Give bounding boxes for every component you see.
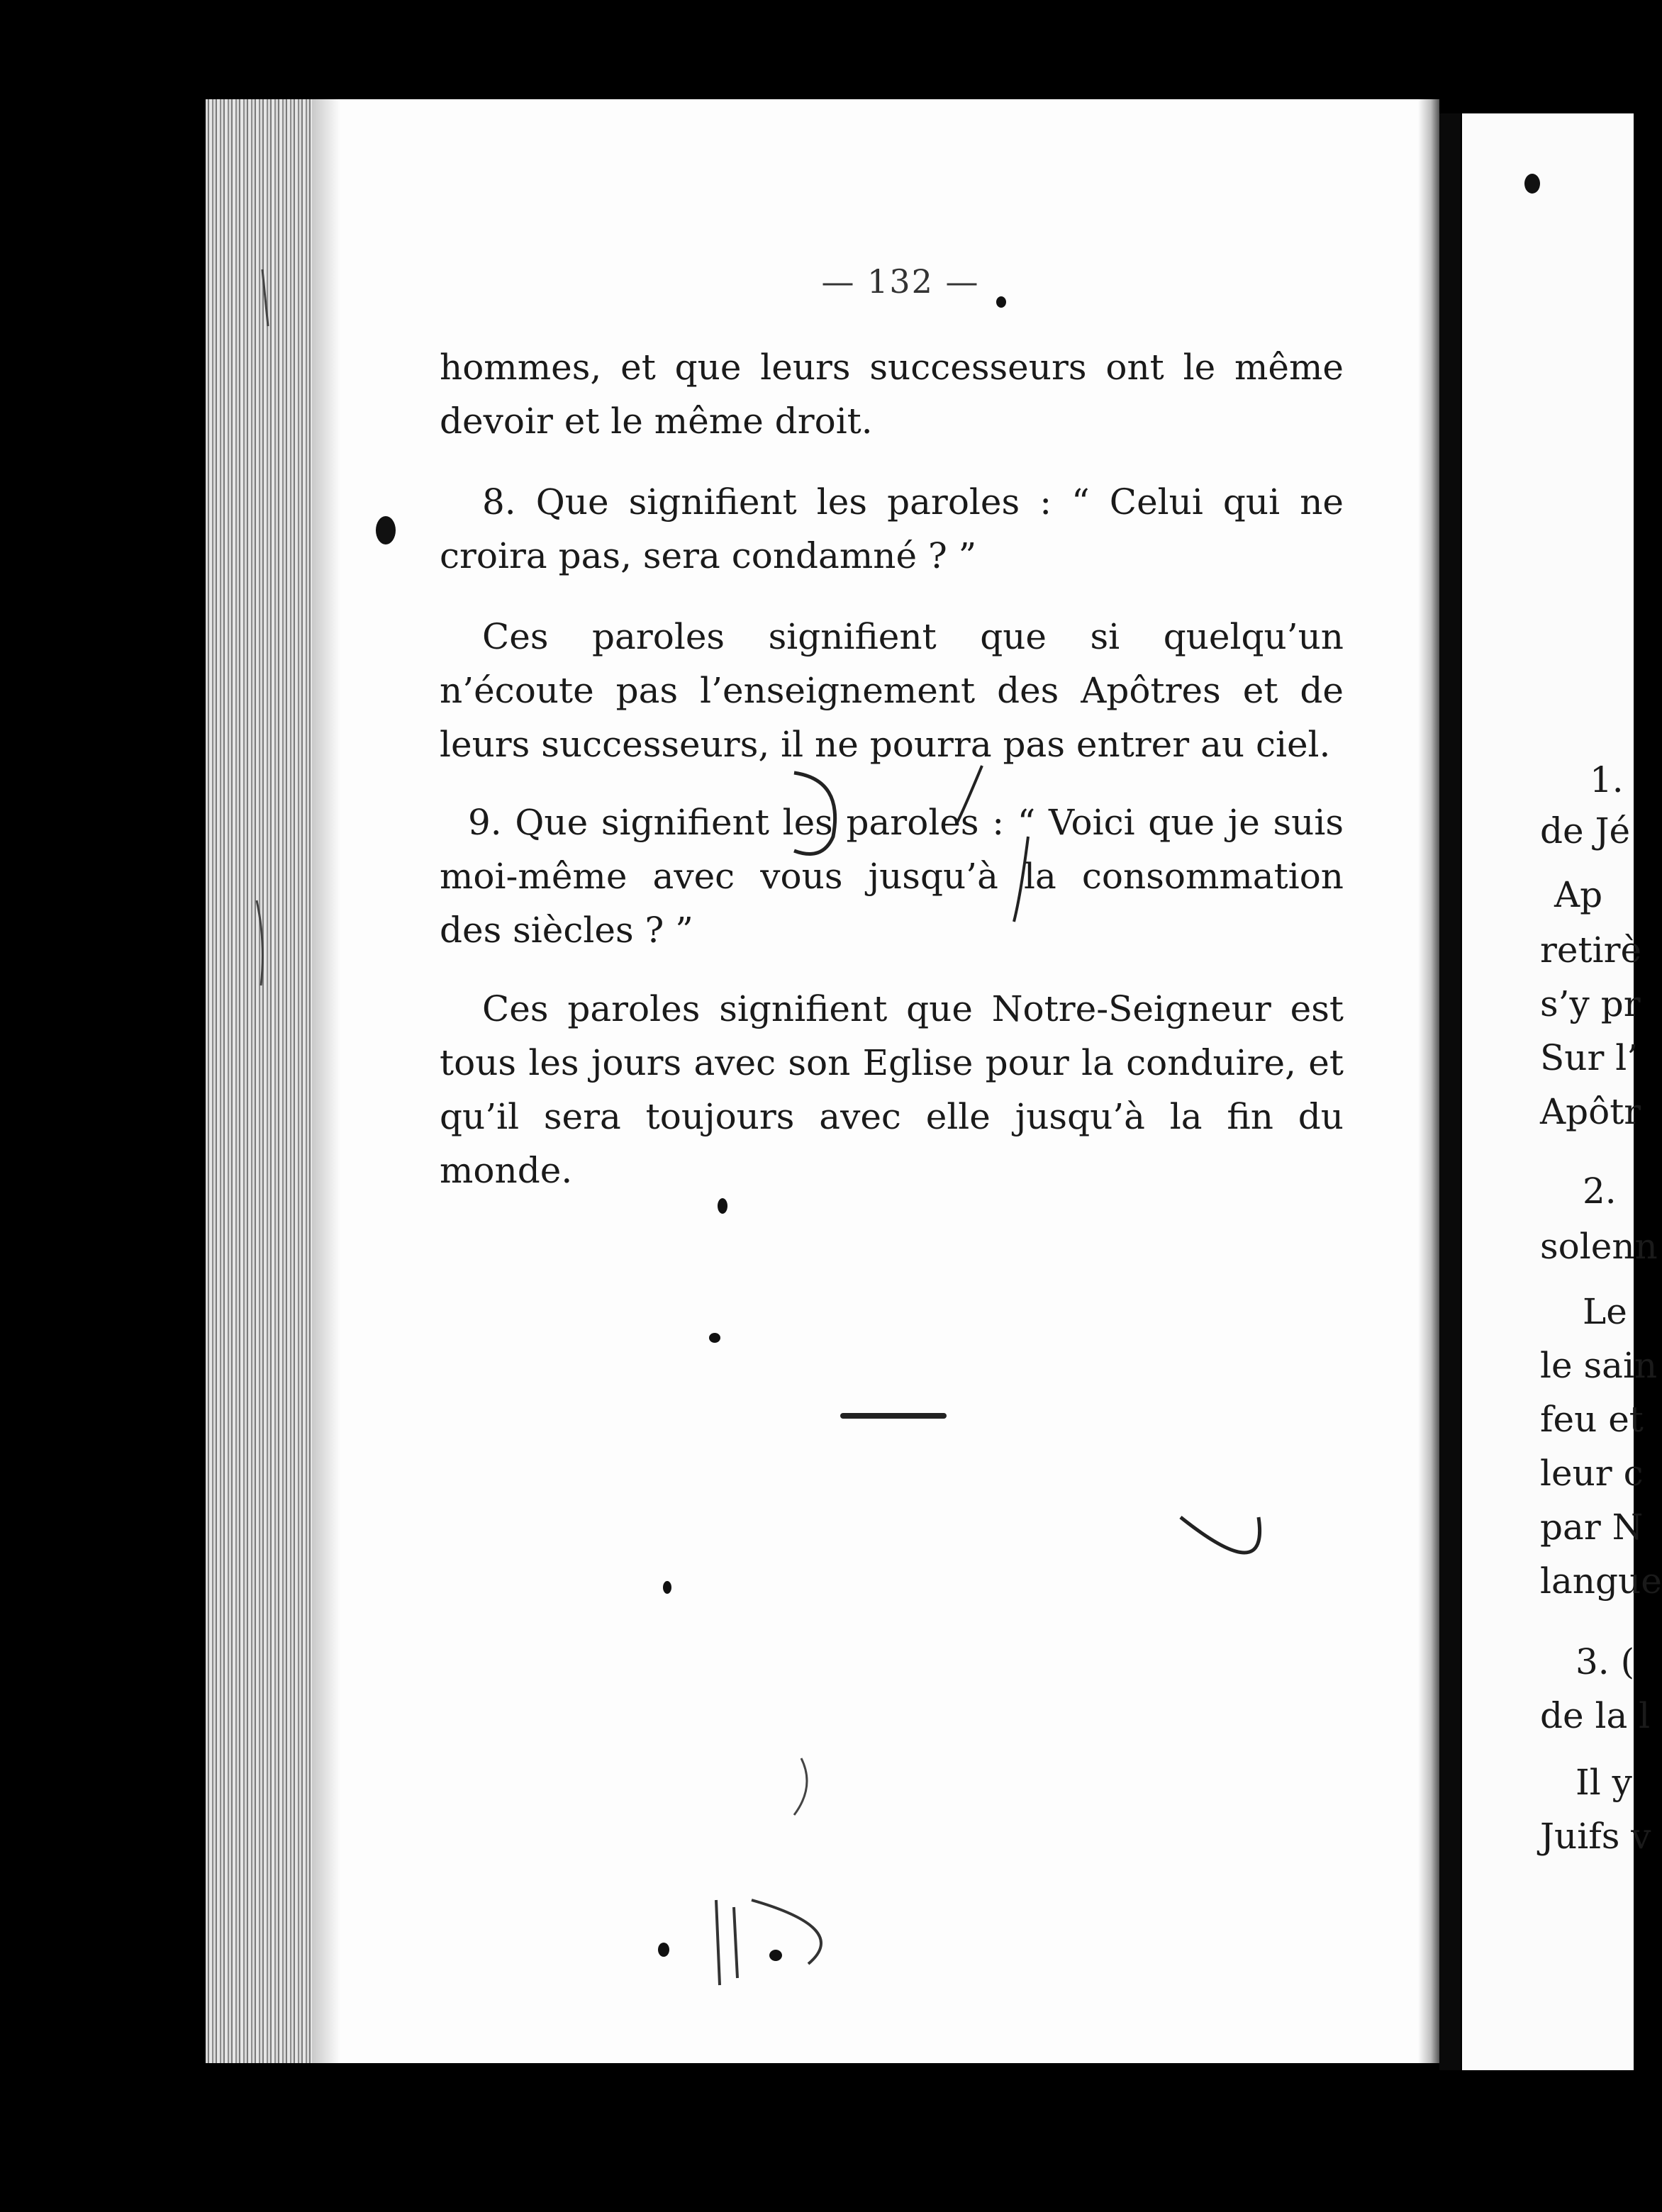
right-line: Sur l’ xyxy=(1540,1037,1639,1078)
right-line: langue xyxy=(1540,1560,1662,1602)
right-line: le sain xyxy=(1540,1345,1658,1386)
ink-speck xyxy=(996,296,1006,308)
ink-speck xyxy=(709,1333,720,1343)
right-line: Ap xyxy=(1554,874,1603,915)
right-line: par N xyxy=(1540,1507,1644,1548)
right-line: de la l xyxy=(1540,1695,1651,1736)
ink-speck xyxy=(1524,174,1540,194)
right-line: Juifs v xyxy=(1540,1816,1651,1857)
ink-speck xyxy=(376,516,396,544)
right-line: Il y xyxy=(1575,1762,1632,1803)
right-line: retirè xyxy=(1540,929,1642,971)
ink-speck xyxy=(658,1943,669,1957)
ink-speck xyxy=(663,1581,671,1594)
page-number: — 132 — xyxy=(821,262,980,301)
answer-9: Ces paroles signifient que Notre-Seigneur est tous les jours avec son Eglise pour la conduire, et qu’il sera toujours avec elle jusqu’à la fin du monde. xyxy=(440,988,1344,1191)
answer-8: Ces paroles signifient que si quelqu’un n’écoute pas l’enseignement des Apôtres et de leurs successeurs, il ne pourra pas entrer au ciel. xyxy=(440,616,1344,765)
right-line: 3. ( xyxy=(1575,1641,1635,1682)
right-line: de Jé xyxy=(1540,810,1631,851)
right-line: 1. xyxy=(1590,759,1624,800)
question-8: 8. Que signifient les paroles : “ Celui qui ne croira pas, sera condamné ? ” xyxy=(440,481,1344,576)
ink-speck xyxy=(769,1950,782,1961)
right-line: Apôtr xyxy=(1540,1091,1641,1132)
right-line: s’y pr xyxy=(1540,983,1641,1024)
right-line: solenn xyxy=(1540,1226,1658,1267)
right-line: feu et xyxy=(1540,1399,1644,1440)
right-line: 2. xyxy=(1583,1171,1617,1212)
question-9: 9. Que signifient les paroles : “ Voici que je suis moi-même avec vous jusqu’à la consommation des siècles ? ” xyxy=(440,802,1344,951)
paragraph-continuation: hommes, et que leurs successeurs ont le même devoir et le même droit. xyxy=(440,347,1344,442)
right-line: Le xyxy=(1583,1291,1627,1332)
ink-speck xyxy=(718,1198,727,1214)
right-line: leur c xyxy=(1540,1453,1644,1494)
